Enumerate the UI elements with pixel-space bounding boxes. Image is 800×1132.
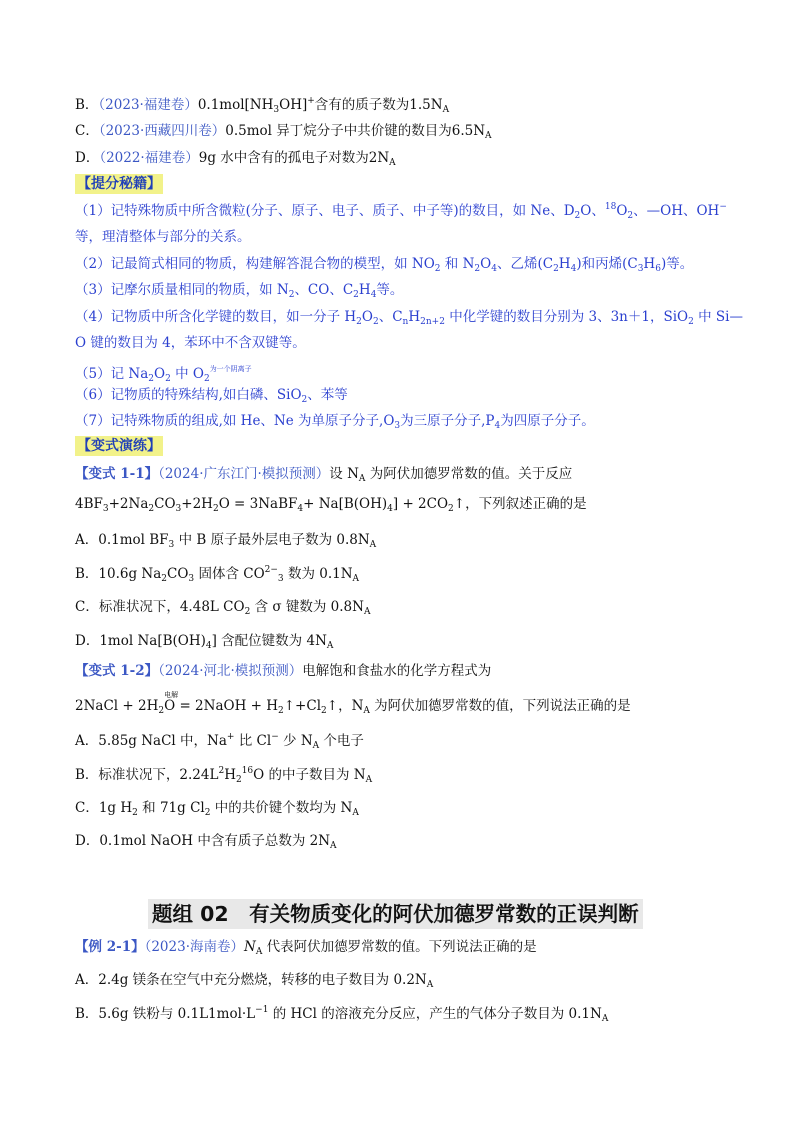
tip-1: （1）记特殊物质中所含微粒(分子、原子、电子、质子、中子等)的数目，如 Ne、$D_2O$、$^{18}O_2$、—OH、OH−	[75, 202, 727, 221]
practice-heading: 【变式演练】	[77, 438, 161, 454]
tips-heading: 【提分秘籍】	[77, 176, 161, 192]
source-tag: （2022·福建卷）	[99, 150, 199, 166]
q1-option-d: D．1mol $Na[B(OH)_4]$ 含配位键数为 $4N_A$	[75, 633, 334, 651]
tip-1-cont: 等，理清整体与部分的关系。	[75, 229, 251, 245]
q2-option-d: D．0.1mol NaOH 中含有质子总数为 $2N_A$	[75, 833, 337, 851]
source-tag: （2023·西藏四川卷）	[98, 123, 226, 139]
q1-equation: $4BF_3+2Na_2CO_3+2H_2O$ = 3NaBF$_4$+ $Na[B(OH)_4]$ + $2CO_2↑$，下列叙述正确的是	[75, 496, 587, 514]
q1-option-b: B．10.6g $Na_2CO_3$ 固体含 $CO^{2-}_3$ 数为 $0.1N_A$	[75, 565, 360, 584]
q2-stem: 【变式 1-2】（2024·河北·模拟预测）电解饱和食盐水的化学方程式为	[75, 663, 492, 679]
q1-option-a: A．0.1mol $BF_3$ 中 B 原子最外层电子数为 $0.8N_A$	[75, 532, 377, 550]
example-option-a: A．2.4g 镁条在空气中充分燃烧，转移的电子数目为 $0.2N_A$	[75, 972, 434, 990]
option-c: C．（2023·西藏四川卷）0.5mol 异丁烷分子中共价键的数目为$6.5N_A$	[75, 123, 492, 141]
q2-option-a: A．5.85g NaCl 中，Na+ 比 Cl− 少 $N_A$ 个电子	[75, 732, 364, 751]
example-stem: 【例 2-1】（2023·海南卷）$N_A$ 代表阿伏加德罗常数的值。下列说法正确的是	[75, 939, 537, 957]
option-b: B．（2023·福建卷）$0.1mol[NH_3OH]^+$含有的质子数为$1.5N_A$	[75, 96, 450, 115]
q2-option-c: C．1g $H_2$ 和 71g $Cl_2$ 中的共价键个数均为 $N_A$	[75, 800, 359, 818]
option-d: D．（2022·福建卷）9g 水中含有的孤电子对数为$2N_A$	[75, 150, 396, 168]
tip-5: （5）记 $Na_2O_2$ 中 $O_2^{为一个阴离子}$	[75, 365, 252, 384]
tip-3: （3）记摩尔质量相同的物质，如 $N_2$、CO、$C_2H_4$等。	[75, 282, 404, 300]
tip-4-cont: O 键的数目为 4，苯环中不含双键等。	[75, 335, 306, 351]
source-tag: （2023·福建卷）	[98, 97, 198, 113]
q1-stem: 【变式 1-1】（2024·广东江门·模拟预测）设 $N_A$ 为阿伏加德罗常数的值。关于反应	[75, 466, 573, 484]
q2-option-b: B．标准状况下，$2.24L^2H_2^{16}O$ 的中子数目为 $N_A$	[75, 766, 373, 785]
q2-equation: 2NaCl + $2H_2$ 电解 O = 2NaOH + $H_2↑+Cl_2↑$，$N_A$ 为阿伏加德罗常数的值，下列说法正确的是	[75, 691, 631, 716]
tip-7: （7）记特殊物质的组成,如 He、Ne 为单原子分子$,O_3$为三原子分子$,P_4$为四原子分子。	[75, 413, 595, 431]
tip-4: （4）记物质中所含化学键的数目，如一分子 $H_2O_2$、$C_nH_{2n+2}$ 中化学键的数目分别为 3、3n＋1，SiO$_2$ 中 Si—	[75, 309, 743, 327]
tip-6: （6）记物质的特殊结构,如白磷、SiO$_2$、苯等	[75, 387, 348, 405]
tip-2: （2）记最简式相同的物质，构建解答混合物的模型，如 $NO_2$ 和 $N_2O_4$、乙烯$(C_2H_4)$和丙烯$(C_3H_6)$等。	[75, 256, 694, 274]
section-title: 题组 02 有关物质变化的阿伏加德罗常数的正误判断	[148, 899, 643, 929]
example-option-b: B．5.6g 铁粉与 $0.1L1mol\cdot L^{-1}$ 的 HCl 的溶液充分反应，产生的气体分子数目为 $0.1N_A$	[75, 1005, 609, 1024]
q1-option-c: C．标准状况下，4.48L $CO_2$ 含 σ 键数为 $0.8N_A$	[75, 599, 371, 617]
